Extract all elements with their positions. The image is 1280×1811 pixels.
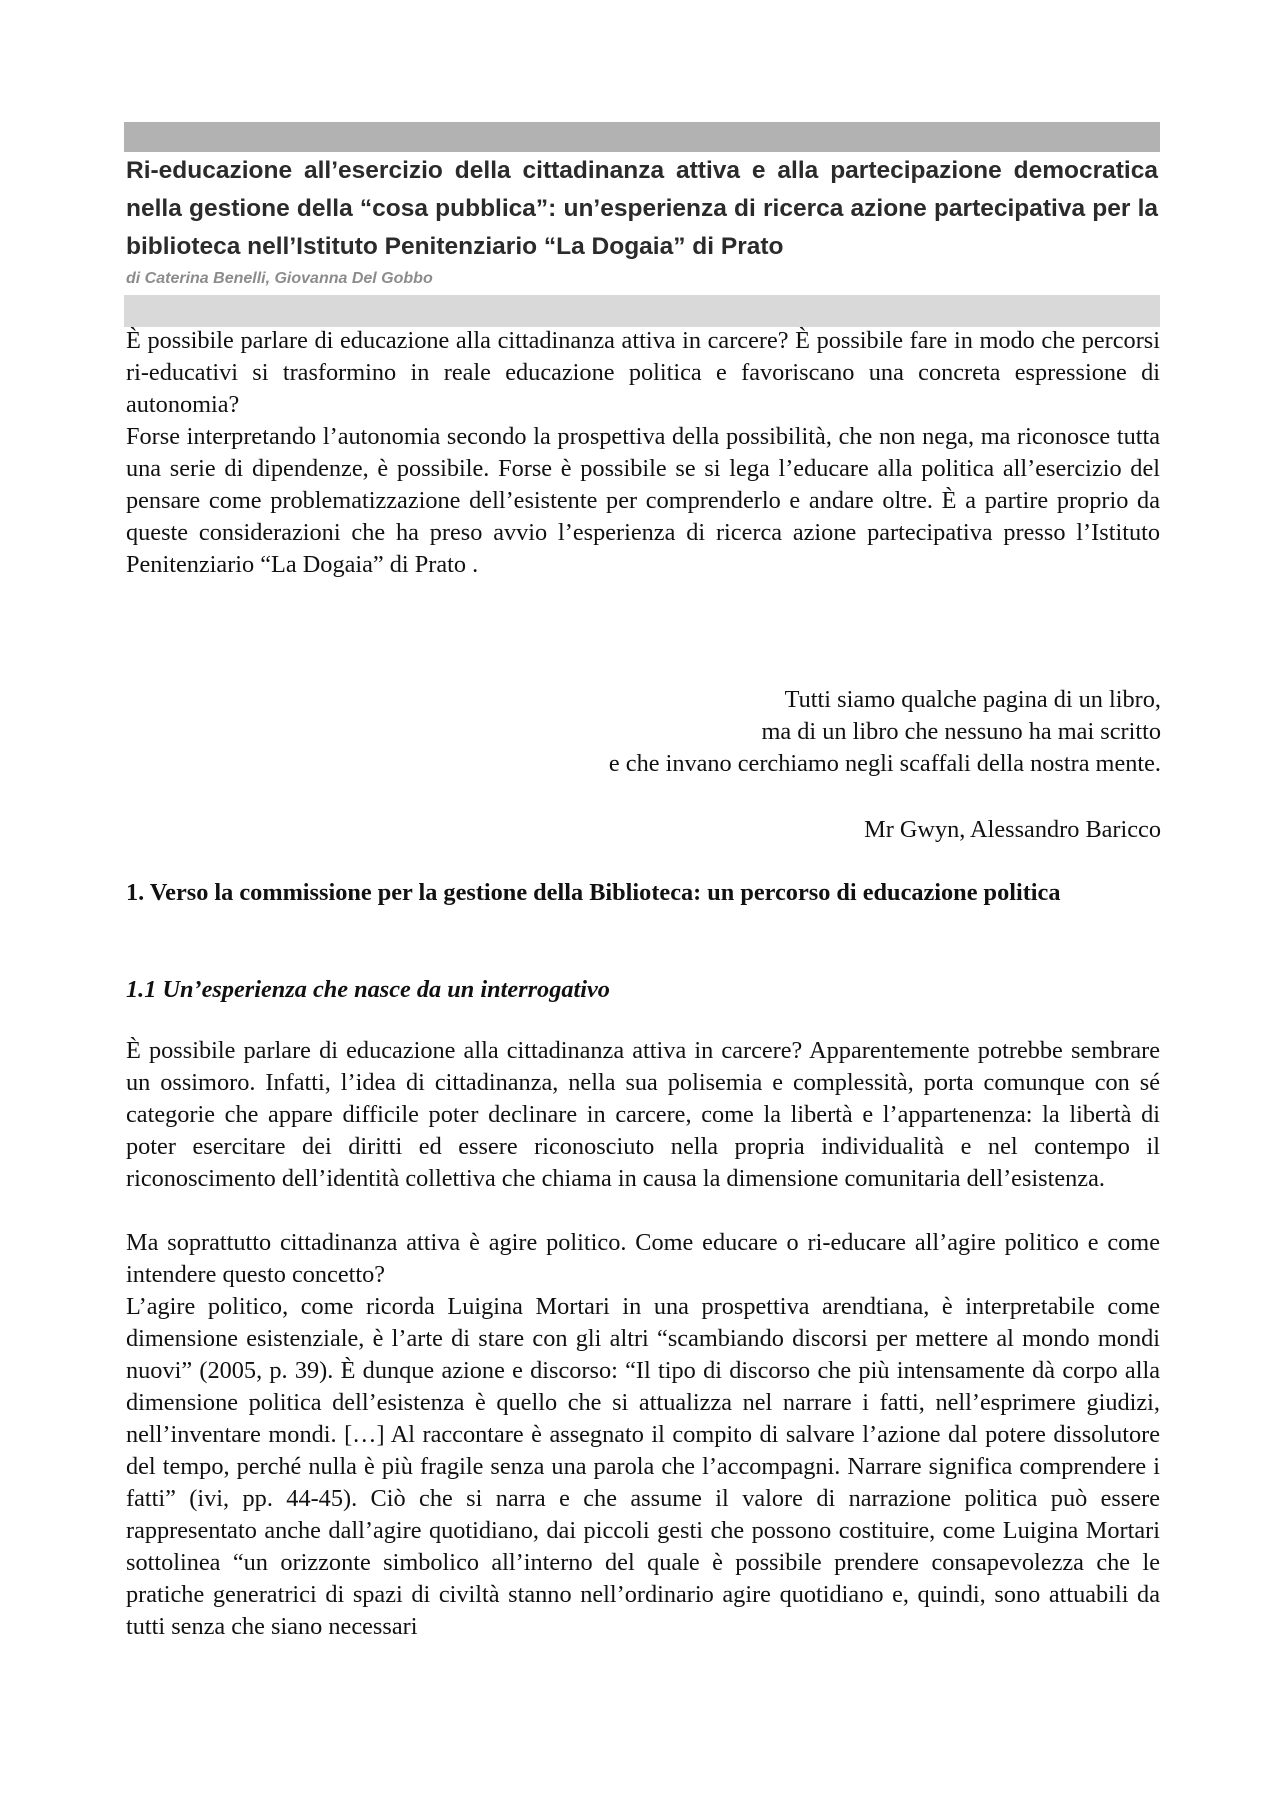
epigraph-line: ma di un libro che nessuno ha mai scritto bbox=[761, 718, 1161, 745]
separator-band bbox=[124, 295, 1160, 327]
article-title: Ri-educazione all’esercizio della cittadinanza attiva e alla partecipazione democratica nella gestione della “cosa pubblica”: un’esperienza di ricerca azione partecipativa per la biblioteca nell’Istituto Penitenziario “La Dogaia” di Prato bbox=[126, 157, 1158, 260]
article-authors: di Caterina Benelli, Giovanna Del Gobbo bbox=[126, 270, 433, 287]
body-paragraph-2: Ma soprattutto cittadinanza attiva è agire politico. Come educare o ri-educare all’agire politico e come intendere questo concetto? bbox=[126, 1229, 1160, 1288]
subsection-heading: 1.1 Un’esperienza che nasce da un interrogativo bbox=[126, 976, 610, 1003]
body-paragraph-3: L’agire politico, come ricorda Luigina Mortari in una prospettiva arendtiana, è interpretabile come dimensione esistenziale, è l’arte di stare con gli altri “scambiando discorsi per mettere al mondo mondi nuovi” (2005, p. 39). È dunque azione e discorso: “Il tipo di discorso che più intensamente dà corpo alla dimensione politica dell’esistenza è quello che si attualizza nel narrare i fatti, nell’esprimere giudizi, nell’inventare mondi. […] Al raccontare è assegnato il compito di salvare l’azione dal potere dissolutore del tempo, perché nulla è più fragile senza una parola che l’accompagni. Narrare significa comprendere i fatti” (ivi, pp. 44-45). Ciò che si narra e che assume il valore di narrazione politica può essere rappresentato anche dall’agire quotidiano, dai piccoli gesti che possono costituire, come Luigina Mortari sottolinea “un orizzonte simbolico all’interno del quale è possibile prendere consapevolezza che le pratiche generatrici di spazi di civiltà stanno nell’ordinario agire quotidiano e, quindi, sono attuabili da tutti senza che siano necessari bbox=[126, 1293, 1160, 1640]
section-heading: 1. Verso la commissione per la gestione della Biblioteca: un percorso di educazione politica bbox=[126, 879, 1061, 906]
epigraph bbox=[609, 684, 1161, 780]
epigraph-attribution: Mr Gwyn, Alessandro Baricco bbox=[864, 816, 1161, 843]
header-band bbox=[124, 122, 1160, 152]
body-paragraph-1: È possibile parlare di educazione alla cittadinanza attiva in carcere? Apparentemente potrebbe sembrare un ossimoro. Infatti, l’idea di cittadinanza, nella sua polisemia e complessità, porta comunque con sé categorie che appare difficile poter declinare in carcere, come la libertà e l’appartenenza: la libertà di poter esercitare dei diritti ed essere riconosciuto nella propria individualità e nel contempo il riconoscimento dell’identità collettiva che chiama in causa la dimensione comunitaria dell’esistenza. bbox=[126, 1037, 1160, 1192]
epigraph-line: e che invano cerchiamo negli scaffali della nostra mente. bbox=[608, 750, 1161, 777]
abstract-paragraph-2: Forse interpretando l’autonomia secondo la prospettiva della possibilità, che non nega, ma riconosce tutta una serie di dipendenze, è possibile. Forse è possibile se si lega l’educare alla politica all’esercizio del pensare come problematizzazione dell’esistente per comprenderlo e andare oltre. È a partire proprio da queste considerazioni che ha preso avvio l’esperienza di ricerca azione partecipativa presso l’Istituto Penitenziario “La Dogaia” di Prato . bbox=[126, 423, 1160, 578]
abstract-paragraph-1: È possibile parlare di educazione alla cittadinanza attiva in carcere? È possibile fare in modo che percorsi ri-educativi si trasformino in reale educazione politica e favoriscano una concreta espressione di autonomia? bbox=[126, 327, 1160, 418]
epigraph-line: Tutti siamo qualche pagina di un libro, bbox=[784, 686, 1161, 713]
